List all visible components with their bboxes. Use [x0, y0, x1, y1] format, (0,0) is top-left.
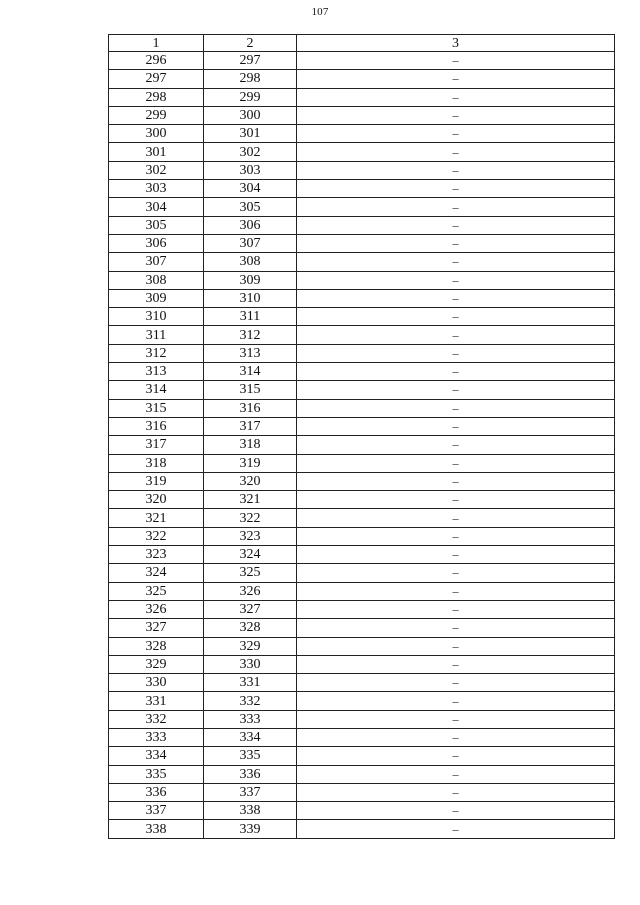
table-cell-2: 316 — [204, 399, 297, 417]
table-cell-1: 326 — [109, 600, 204, 618]
table-cell-dash: – — [297, 234, 615, 252]
table-cell-dash: – — [297, 802, 615, 820]
table-cell-2: 326 — [204, 582, 297, 600]
table-cell-dash: – — [297, 655, 615, 673]
table-cell-2: 315 — [204, 381, 297, 399]
table-cell-dash: – — [297, 125, 615, 143]
table-row — [109, 344, 615, 362]
table-cell-1: 313 — [109, 363, 204, 381]
table-row — [109, 125, 615, 143]
table-row — [109, 106, 615, 124]
table-cell-1: 308 — [109, 271, 204, 289]
table-cell-dash: – — [297, 180, 615, 198]
table-cell-2: 310 — [204, 289, 297, 307]
table-cell-1: 316 — [109, 417, 204, 435]
table-cell-dash: – — [297, 161, 615, 179]
table-cell-1: 300 — [109, 125, 204, 143]
table-cell-1: 310 — [109, 308, 204, 326]
table-body — [109, 52, 615, 839]
table-cell-dash: – — [297, 582, 615, 600]
table-row — [109, 472, 615, 490]
table-cell-dash: – — [297, 728, 615, 746]
table-cell-2: 331 — [204, 674, 297, 692]
table-cell-dash: – — [297, 710, 615, 728]
table-cell-1: 299 — [109, 106, 204, 124]
table-cell-2: 336 — [204, 765, 297, 783]
table-cell-dash: – — [297, 546, 615, 564]
table-cell-1: 322 — [109, 527, 204, 545]
table-cell-dash: – — [297, 381, 615, 399]
table-cell-dash: – — [297, 619, 615, 637]
table-row — [109, 674, 615, 692]
table-cell-dash: – — [297, 308, 615, 326]
table-cell-dash: – — [297, 454, 615, 472]
table-row — [109, 546, 615, 564]
table-cell-dash: – — [297, 436, 615, 454]
table-row — [109, 436, 615, 454]
column-header-3: 3 — [297, 35, 615, 52]
table-cell-1: 328 — [109, 637, 204, 655]
table-row — [109, 161, 615, 179]
table-cell-dash: – — [297, 106, 615, 124]
table-cell-dash: – — [297, 674, 615, 692]
table-cell-dash: – — [297, 600, 615, 618]
table-cell-1: 325 — [109, 582, 204, 600]
table-cell-2: 297 — [204, 52, 297, 70]
table-cell-1: 320 — [109, 491, 204, 509]
table-cell-2: 328 — [204, 619, 297, 637]
table-cell-dash: – — [297, 820, 615, 838]
table-cell-dash: – — [297, 88, 615, 106]
table-cell-2: 302 — [204, 143, 297, 161]
table-cell-2: 330 — [204, 655, 297, 673]
table-cell-2: 305 — [204, 198, 297, 216]
table-cell-dash: – — [297, 344, 615, 362]
table-cell-dash: – — [297, 216, 615, 234]
table-cell-2: 309 — [204, 271, 297, 289]
table-cell-dash: – — [297, 472, 615, 490]
table-cell-1: 318 — [109, 454, 204, 472]
table-cell-1: 333 — [109, 728, 204, 746]
table-cell-dash: – — [297, 143, 615, 161]
table-row — [109, 820, 615, 838]
table-row — [109, 637, 615, 655]
table-cell-1: 315 — [109, 399, 204, 417]
table-cell-1: 296 — [109, 52, 204, 70]
table-cell-1: 338 — [109, 820, 204, 838]
table-cell-1: 323 — [109, 546, 204, 564]
table-row — [109, 564, 615, 582]
table-cell-1: 306 — [109, 234, 204, 252]
table-row — [109, 381, 615, 399]
table-row — [109, 655, 615, 673]
table-cell-1: 302 — [109, 161, 204, 179]
table-cell-1: 298 — [109, 88, 204, 106]
table-cell-1: 304 — [109, 198, 204, 216]
table-cell-2: 299 — [204, 88, 297, 106]
table-cell-1: 297 — [109, 70, 204, 88]
table-cell-1: 317 — [109, 436, 204, 454]
table-cell-dash: – — [297, 399, 615, 417]
table-cell-1: 330 — [109, 674, 204, 692]
table-cell-dash: – — [297, 527, 615, 545]
table-cell-2: 335 — [204, 747, 297, 765]
table-header — [109, 35, 615, 52]
table-cell-1: 311 — [109, 326, 204, 344]
table-row — [109, 363, 615, 381]
table-cell-1: 309 — [109, 289, 204, 307]
table-cell-2: 332 — [204, 692, 297, 710]
table-cell-2: 303 — [204, 161, 297, 179]
table-cell-dash: – — [297, 509, 615, 527]
table-row — [109, 582, 615, 600]
table-row — [109, 326, 615, 344]
table-row — [109, 783, 615, 801]
table-row — [109, 52, 615, 70]
table-cell-1: 305 — [109, 216, 204, 234]
table-cell-dash: – — [297, 564, 615, 582]
table-row — [109, 88, 615, 106]
table-cell-1: 327 — [109, 619, 204, 637]
table-cell-2: 301 — [204, 125, 297, 143]
table-cell-2: 320 — [204, 472, 297, 490]
table-cell-2: 306 — [204, 216, 297, 234]
table-cell-2: 322 — [204, 509, 297, 527]
table-cell-2: 307 — [204, 234, 297, 252]
table-row — [109, 747, 615, 765]
table-cell-1: 312 — [109, 344, 204, 362]
table-cell-1: 319 — [109, 472, 204, 490]
table-cell-2: 339 — [204, 820, 297, 838]
table-row — [109, 454, 615, 472]
table-cell-2: 308 — [204, 253, 297, 271]
table-cell-1: 336 — [109, 783, 204, 801]
table-cell-1: 303 — [109, 180, 204, 198]
table-row — [109, 308, 615, 326]
table-cell-dash: – — [297, 363, 615, 381]
table-cell-dash: – — [297, 765, 615, 783]
table-row — [109, 289, 615, 307]
table-cell-2: 337 — [204, 783, 297, 801]
table-cell-dash: – — [297, 198, 615, 216]
column-header-1: 1 — [109, 35, 204, 52]
table-cell-2: 321 — [204, 491, 297, 509]
table-row — [109, 143, 615, 161]
table-cell-dash: – — [297, 253, 615, 271]
table-cell-1: 307 — [109, 253, 204, 271]
table-row — [109, 802, 615, 820]
table-cell-dash: – — [297, 271, 615, 289]
table-cell-dash: – — [297, 783, 615, 801]
table-row — [109, 234, 615, 252]
table-cell-2: 319 — [204, 454, 297, 472]
table-cell-1: 332 — [109, 710, 204, 728]
table-row — [109, 253, 615, 271]
table-cell-2: 327 — [204, 600, 297, 618]
table-cell-2: 323 — [204, 527, 297, 545]
table-cell-1: 337 — [109, 802, 204, 820]
table-cell-1: 329 — [109, 655, 204, 673]
table-row — [109, 399, 615, 417]
table-row — [109, 70, 615, 88]
table-cell-dash: – — [297, 692, 615, 710]
table-row — [109, 527, 615, 545]
table-cell-dash: – — [297, 326, 615, 344]
table-cell-2: 300 — [204, 106, 297, 124]
table-row — [109, 491, 615, 509]
table-row — [109, 509, 615, 527]
table-cell-dash: – — [297, 70, 615, 88]
table-cell-2: 333 — [204, 710, 297, 728]
table-cell-1: 335 — [109, 765, 204, 783]
table-cell-2: 324 — [204, 546, 297, 564]
table-cell-1: 301 — [109, 143, 204, 161]
table-row — [109, 271, 615, 289]
table-row — [109, 198, 615, 216]
table-row — [109, 728, 615, 746]
table-cell-2: 334 — [204, 728, 297, 746]
table-cell-2: 325 — [204, 564, 297, 582]
data-table — [108, 34, 615, 839]
table-row — [109, 692, 615, 710]
table-row — [109, 417, 615, 435]
table-cell-1: 331 — [109, 692, 204, 710]
table-row — [109, 765, 615, 783]
table-cell-2: 338 — [204, 802, 297, 820]
table-cell-dash: – — [297, 289, 615, 307]
table-row — [109, 710, 615, 728]
table-cell-2: 298 — [204, 70, 297, 88]
header-row — [109, 35, 615, 52]
table-cell-2: 311 — [204, 308, 297, 326]
table-cell-2: 329 — [204, 637, 297, 655]
column-header-2: 2 — [204, 35, 297, 52]
table-row — [109, 180, 615, 198]
table-cell-2: 314 — [204, 363, 297, 381]
table-cell-dash: – — [297, 417, 615, 435]
table-cell-2: 312 — [204, 326, 297, 344]
table-row — [109, 216, 615, 234]
table-cell-dash: – — [297, 747, 615, 765]
table-cell-1: 324 — [109, 564, 204, 582]
table-cell-dash: – — [297, 491, 615, 509]
table-row — [109, 619, 615, 637]
table-cell-dash: – — [297, 52, 615, 70]
table-cell-1: 321 — [109, 509, 204, 527]
table-cell-2: 304 — [204, 180, 297, 198]
table-cell-dash: – — [297, 637, 615, 655]
table-cell-2: 317 — [204, 417, 297, 435]
table-cell-1: 334 — [109, 747, 204, 765]
table-row — [109, 600, 615, 618]
table-cell-2: 313 — [204, 344, 297, 362]
page-number: 107 — [311, 6, 329, 18]
table-cell-2: 318 — [204, 436, 297, 454]
table-cell-1: 314 — [109, 381, 204, 399]
